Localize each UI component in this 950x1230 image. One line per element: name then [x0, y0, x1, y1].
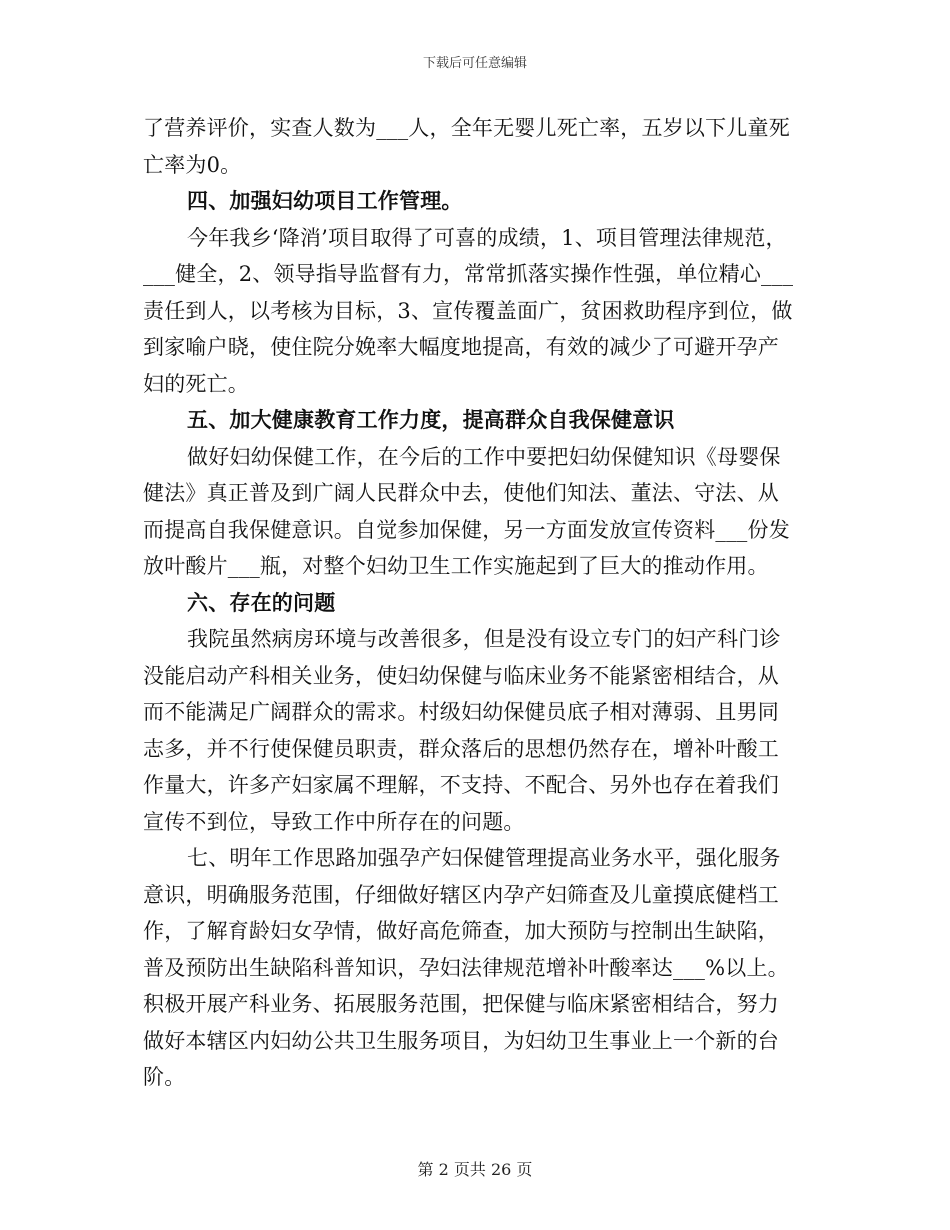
body-line: 放叶酸片___瓶，对整个妇幼卫生工作实施起到了巨大的推动作用。: [143, 554, 769, 578]
body-line: 我院虽然病房环境与改善很多，但是没有设立专门的妇产科门诊: [187, 627, 781, 651]
section-heading: 五、加大健康教育工作力度，提高群众自我保健意识: [187, 407, 675, 432]
body-line: 普及预防出生缺陷科普知识，孕妇法律规范增补叶酸率达___%以上。: [143, 955, 789, 980]
page-header: 下载后可任意编辑: [422, 56, 527, 71]
body-line: 到家喻户晓，使住院分娩率大幅度地提高，有效的减少了可避开孕产: [143, 335, 779, 359]
document-body: [143, 110, 813, 1096]
body-line: 而不能满足广阔群众的需求。村级妇幼保健员底子相对薄弱、且男同: [143, 700, 779, 724]
body-line: 作量大，许多产妇家属不理解，不支持、不配合、另外也存在着我们: [143, 773, 779, 797]
body-line: ___健全，2、领导指导监督有力，常常抓落实操作性强，单位精心___: [143, 262, 794, 286]
body-line: 积极开展产科业务、拓展服务范围，把保健与临床紧密相结合，努力: [143, 992, 779, 1016]
body-line: 做好本辖区内妇幼公共卫生服务项目，为妇幼卫生事业上一个新的台: [143, 1028, 779, 1053]
body-line: 阶。: [143, 1065, 186, 1089]
body-line: 志多，并不行使保健员职责，群众落后的思想仍然存在，增补叶酸工: [143, 736, 779, 761]
body-line: 做好妇幼保健工作，在今后的工作中要把妇幼保健知识《母婴保: [187, 444, 781, 469]
body-line: 没能启动产科相关业务，使妇幼保健与临床业务不能紧密相结合，从: [143, 663, 779, 688]
body-line: 作，了解育龄妇女孕情，做好高危筛查，加大预防与控制出生缺陷，: [143, 919, 779, 943]
section-heading: 四、加强妇幼项目工作管理。: [187, 188, 463, 213]
body-line: 健法》真正普及到广阔人民群众中去，使他们知法、董法、守法、从: [143, 481, 779, 505]
section-heading: 六、存在的问题: [187, 589, 336, 615]
body-line: 了营养评价，实查人数为___人，全年无婴儿死亡率，五岁以下儿童死: [143, 116, 790, 140]
body-line: 七、明年工作思路加强孕产妇保健管理提高业务水平，强化服务: [187, 846, 781, 870]
body-line: 宣传不到位，导致工作中所存在的问题。: [143, 809, 525, 834]
page-number: 第 2 页共 26 页: [417, 1160, 533, 1179]
body-line: 责任到人，以考核为目标，3、宣传覆盖面广，贫困救助程序到位，做: [143, 298, 793, 323]
body-line: 而提高自我保健意识。自觉参加保健，另一方面发放宣传资料___份发: [143, 517, 790, 542]
body-line: 亡率为0。: [143, 152, 242, 177]
body-line: 今年我乡‘降消’项目取得了可喜的成绩，1、项目管理法律规范，: [187, 225, 787, 250]
body-line: 妇的死亡。: [143, 371, 249, 396]
body-line: 意识，明确服务范围，仔细做好辖区内孕产妇筛查及儿童摸底健档工: [143, 882, 779, 907]
